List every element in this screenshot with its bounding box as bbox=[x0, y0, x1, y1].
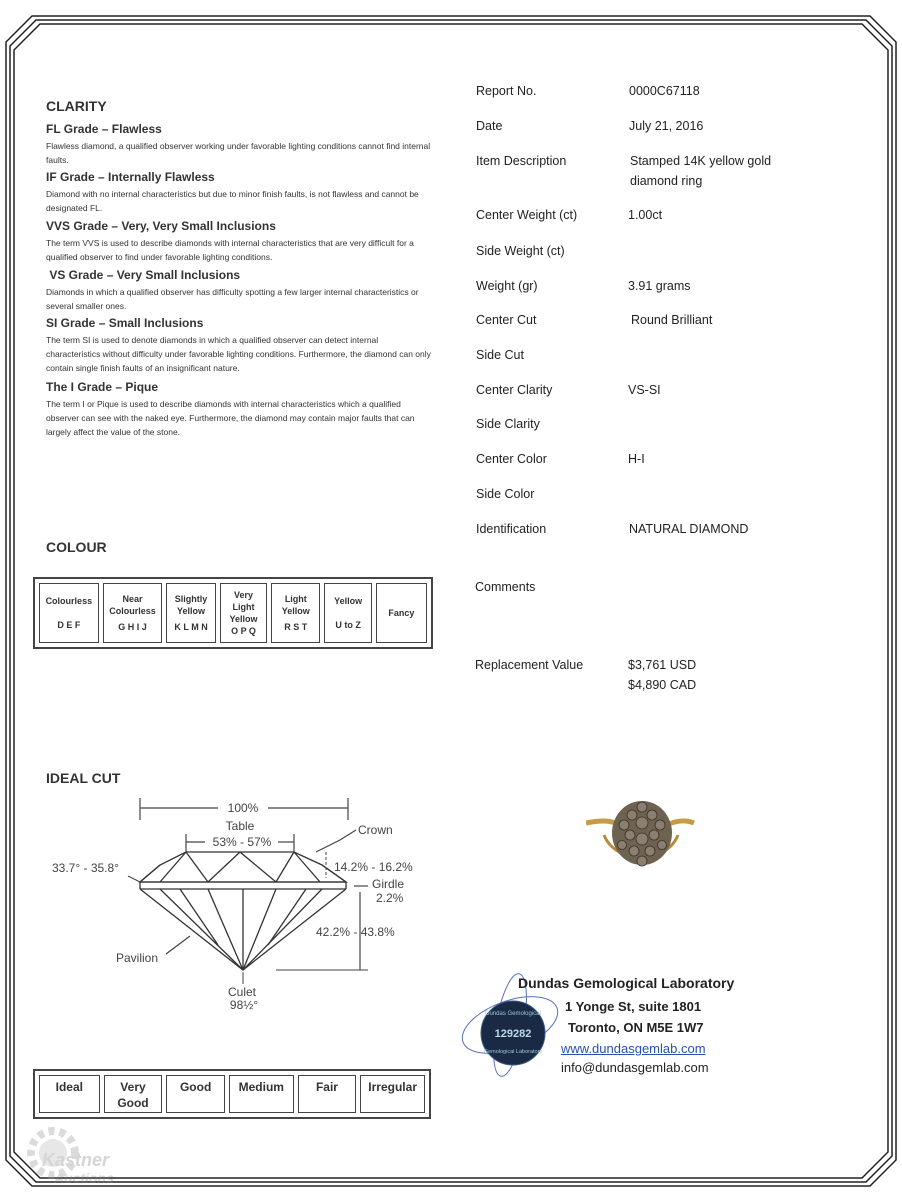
total-width-label: 100% bbox=[227, 801, 259, 815]
seal-number: 129282 bbox=[494, 1028, 532, 1040]
girdle-label: Girdle bbox=[372, 877, 405, 891]
i-grade-text: The term I or Pique is used to describe diamonds with internal characteristics which a qualified observer can see with the naked eye. Furthermore, the diamond may contain major faults that can largely affect the value of the stone. bbox=[46, 399, 415, 437]
ideal-cut-diagram bbox=[40, 790, 440, 1020]
center-clarity-label: Center Clarity bbox=[476, 383, 553, 397]
item-description-value: Stamped 14K yellow gold diamond ring bbox=[630, 154, 772, 188]
pavilion-depth-label: 42.2% - 43.8% bbox=[316, 925, 395, 939]
si-grade-text: The term SI is used to denote diamonds in which a qualified observer can detect internal characteristics without difficulty under favorable lighting conditions. Furthermore, the diamond can only contain single finish faults of an insignificant nature. bbox=[46, 335, 431, 373]
colour-letters: K L M N bbox=[174, 622, 208, 632]
seal-top-text: Dundas Gemological bbox=[485, 1011, 541, 1017]
cut-grade-good: Good bbox=[166, 1075, 225, 1113]
colour-letters: R S T bbox=[284, 622, 308, 632]
side-color-label: Side Color bbox=[476, 487, 535, 501]
colour-cell-near-colourless bbox=[103, 583, 163, 643]
watermark-line1: Kastner bbox=[42, 1150, 110, 1170]
vvs-grade-title: VVS Grade – Very, Very Small Inclusions bbox=[46, 219, 276, 233]
cut-grade-irregular: Irregular bbox=[360, 1075, 425, 1113]
lab-email: info@dundasgemlab.com bbox=[561, 1060, 709, 1075]
auction-watermark bbox=[14, 1112, 144, 1192]
lab-address-line2: Toronto, ON M5E 1W7 bbox=[568, 1020, 704, 1035]
vs-grade-text: Diamonds in which a qualified observer has difficulty spotting a few larger internal characteristics or several smaller ones. bbox=[46, 287, 419, 311]
center-cut-label: Center Cut bbox=[476, 313, 537, 327]
date-value: July 21, 2016 bbox=[629, 119, 704, 133]
lab-website-link[interactable]: www.dundasgemlab.com bbox=[561, 1041, 706, 1056]
lab-name: Dundas Gemological Laboratory bbox=[518, 975, 735, 991]
cut-grade-fair: Fair bbox=[298, 1075, 357, 1113]
ring-photo bbox=[586, 795, 696, 885]
center-color-label: Center Color bbox=[476, 452, 547, 466]
crown-label: Crown bbox=[358, 823, 393, 837]
side-weight-label: Side Weight (ct) bbox=[476, 244, 565, 258]
colour-cell-slightly-yellow bbox=[166, 583, 215, 643]
replacement-usd: $3,761 USD bbox=[628, 658, 697, 672]
center-weight-value: 1.00ct bbox=[628, 208, 663, 222]
diamond-outline bbox=[140, 852, 346, 970]
colour-name: Light Yellow bbox=[281, 594, 310, 616]
comments-label: Comments bbox=[475, 580, 536, 594]
lab-address-line1: 1 Yonge St, suite 1801 bbox=[565, 999, 702, 1014]
watermark-line2: Auctions bbox=[54, 1170, 114, 1186]
date-label: Date bbox=[476, 119, 503, 133]
colour-cell-light-yellow bbox=[271, 583, 320, 643]
culet-label: Culet bbox=[227, 985, 257, 999]
clarity-heading: CLARITY bbox=[46, 98, 107, 114]
colour-cell-yellow bbox=[324, 583, 371, 643]
colour-name: Yellow bbox=[334, 596, 363, 606]
fl-grade-text: Flawless diamond, a qualified observer working under favorable lighting conditions cannot find internal faults. bbox=[46, 141, 431, 165]
colour-letters: D E F bbox=[57, 620, 81, 630]
seal-bottom-text: Gemological Laboratory bbox=[483, 1049, 543, 1055]
replacement-cad: $4,890 CAD bbox=[628, 678, 697, 692]
colour-name: Slightly Yellow bbox=[174, 594, 208, 616]
colour-name: Fancy bbox=[388, 608, 415, 618]
fl-grade-title: FL Grade – Flawless bbox=[46, 122, 162, 136]
identification-value: NATURAL DIAMOND bbox=[629, 522, 749, 536]
girdle-value: 2.2% bbox=[376, 891, 404, 905]
colour-letters: O P Q bbox=[231, 626, 256, 636]
si-grade-title: SI Grade – Small Inclusions bbox=[46, 316, 204, 330]
side-clarity-label: Side Clarity bbox=[476, 417, 540, 431]
report-no-label: Report No. bbox=[476, 84, 537, 98]
report-no-value: 0000C67118 bbox=[629, 84, 700, 98]
side-cut-label: Side Cut bbox=[476, 348, 524, 362]
cut-grade-ideal: Ideal bbox=[39, 1075, 100, 1113]
crown-angle-label: 33.7° - 35.8° bbox=[52, 861, 119, 875]
ideal-cut-heading: IDEAL CUT bbox=[46, 770, 121, 786]
i-grade-title: The I Grade – Pique bbox=[46, 380, 159, 394]
weight-grams-value: 3.91 grams bbox=[628, 279, 691, 293]
table-range-label: 53% - 57% bbox=[212, 835, 272, 849]
colour-cell-very-light-yellow bbox=[220, 583, 267, 643]
replacement-value-label: Replacement Value bbox=[475, 658, 584, 672]
colour-scale-table bbox=[33, 577, 433, 649]
cut-grade-very-good: Very Good bbox=[104, 1075, 163, 1113]
colour-letters: G H I J bbox=[118, 622, 147, 632]
center-color-value: H-I bbox=[628, 452, 645, 466]
table-label: Table bbox=[225, 819, 255, 833]
colour-heading: COLOUR bbox=[46, 539, 107, 555]
pavilion-label: Pavilion bbox=[116, 951, 159, 965]
culet-value: 98½° bbox=[229, 998, 259, 1012]
center-weight-label: Center Weight (ct) bbox=[476, 208, 578, 222]
vvs-grade-text: The term VVS is used to describe diamonds with internal characteristics that are very difficult for a qualified observer to find under favorable lighting conditions. bbox=[46, 238, 414, 262]
colour-name: Very Light Yellow bbox=[229, 590, 258, 624]
crown-height-label: 14.2% - 16.2% bbox=[334, 860, 413, 874]
if-grade-text: Diamond with no internal characteristics but due to minor finish faults, is not flawless and cannot be designated FL. bbox=[46, 189, 419, 213]
colour-cell-fancy bbox=[376, 583, 427, 643]
if-grade-title: IF Grade – Internally Flawless bbox=[46, 170, 215, 184]
weight-grams-label: Weight (gr) bbox=[476, 279, 538, 293]
colour-name: Colourless bbox=[45, 596, 93, 606]
center-clarity-value: VS-SI bbox=[628, 383, 661, 397]
colour-cell-colourless bbox=[39, 583, 99, 643]
colour-letters: U to Z bbox=[335, 620, 361, 630]
vs-grade-title: VS Grade – Very Small Inclusions bbox=[46, 268, 241, 282]
cut-grade-medium: Medium bbox=[229, 1075, 294, 1113]
colour-name: Near Colourless bbox=[109, 594, 156, 616]
identification-label: Identification bbox=[476, 522, 547, 536]
center-cut-value: Round Brilliant bbox=[631, 313, 713, 327]
item-description-label: Item Description bbox=[476, 154, 567, 168]
